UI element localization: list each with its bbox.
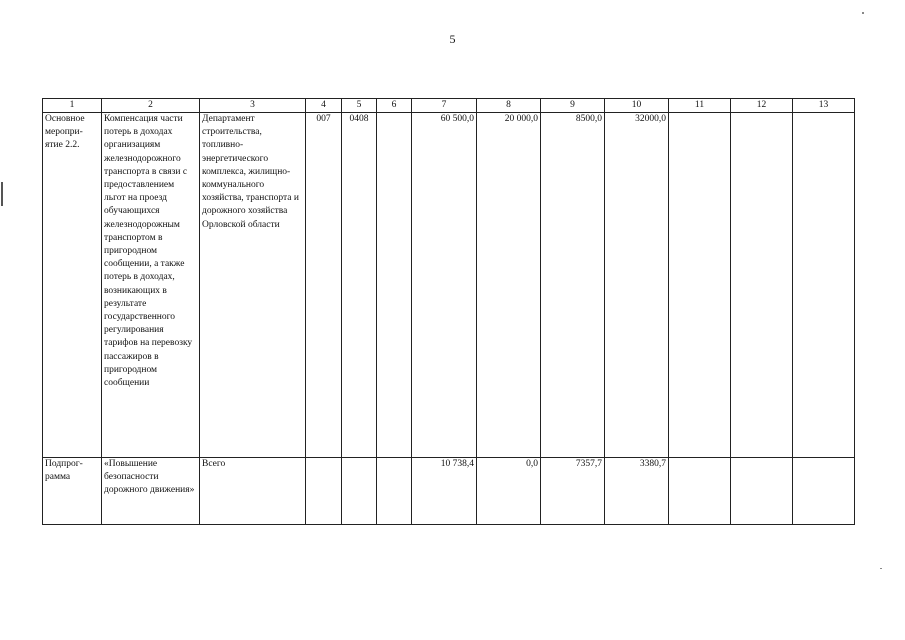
table-row bbox=[43, 458, 855, 525]
column-header-3: 3 bbox=[200, 99, 306, 113]
cell-col9: 8500,0 bbox=[541, 113, 605, 458]
cell-col5 bbox=[342, 458, 377, 525]
cell-col8: 20 000,0 bbox=[477, 113, 541, 458]
scan-edge-mark bbox=[1, 182, 3, 206]
table-row bbox=[43, 113, 855, 458]
cell-col6 bbox=[377, 458, 412, 525]
cell-col5: 0408 bbox=[342, 113, 377, 458]
cell-col4: 007 bbox=[306, 113, 342, 458]
cell-col11 bbox=[669, 458, 731, 525]
cell-col10: 32000,0 bbox=[605, 113, 669, 458]
cell-col12 bbox=[731, 113, 793, 458]
column-header-10: 10 bbox=[605, 99, 669, 113]
cell-activity-name: Компенсация части потерь в доходах организациям железнодорожного транспорта в связи с предоставлением льгот на проезд обучающихся железнодорожным транспортом в пригородном сообщении, а также потерь в доходах, возникающих в результате государственного регулирования тарифов на перевозку пассажиров в пригородном сообщении bbox=[102, 113, 200, 458]
column-header-6: 6 bbox=[377, 99, 412, 113]
cell-col13 bbox=[793, 458, 855, 525]
cell-col4 bbox=[306, 458, 342, 525]
cell-col11 bbox=[669, 113, 731, 458]
cell-col7: 60 500,0 bbox=[412, 113, 477, 458]
header-row bbox=[43, 99, 855, 113]
column-header-9: 9 bbox=[541, 99, 605, 113]
cell-col6 bbox=[377, 113, 412, 458]
cell-activity-code: Подпрог-рамма bbox=[43, 458, 102, 525]
column-header-7: 7 bbox=[412, 99, 477, 113]
scan-speck bbox=[880, 568, 882, 569]
column-header-5: 5 bbox=[342, 99, 377, 113]
cell-col13 bbox=[793, 113, 855, 458]
cell-executor: Департамент строительства, топливно-энергетического комплекса, жилищно-коммунального хозяйства, транспорта и дорожного хозяйства Орловской области bbox=[200, 113, 306, 458]
scan-speck bbox=[862, 12, 864, 14]
cell-executor: Всего bbox=[200, 458, 306, 525]
budget-table bbox=[42, 98, 855, 525]
column-header-1: 1 bbox=[43, 99, 102, 113]
cell-col8: 0,0 bbox=[477, 458, 541, 525]
cell-col12 bbox=[731, 458, 793, 525]
column-header-13: 13 bbox=[793, 99, 855, 113]
cell-col7: 10 738,4 bbox=[412, 458, 477, 525]
column-header-11: 11 bbox=[669, 99, 731, 113]
column-header-2: 2 bbox=[102, 99, 200, 113]
cell-activity-code: Основное меропри-ятие 2.2. bbox=[43, 113, 102, 458]
column-header-4: 4 bbox=[306, 99, 342, 113]
cell-activity-name: «Повышение безопасности дорожного движения» bbox=[102, 458, 200, 525]
column-header-12: 12 bbox=[731, 99, 793, 113]
cell-col9: 7357,7 bbox=[541, 458, 605, 525]
page-number: 5 bbox=[449, 32, 456, 46]
column-header-8: 8 bbox=[477, 99, 541, 113]
cell-col10: 3380,7 bbox=[605, 458, 669, 525]
